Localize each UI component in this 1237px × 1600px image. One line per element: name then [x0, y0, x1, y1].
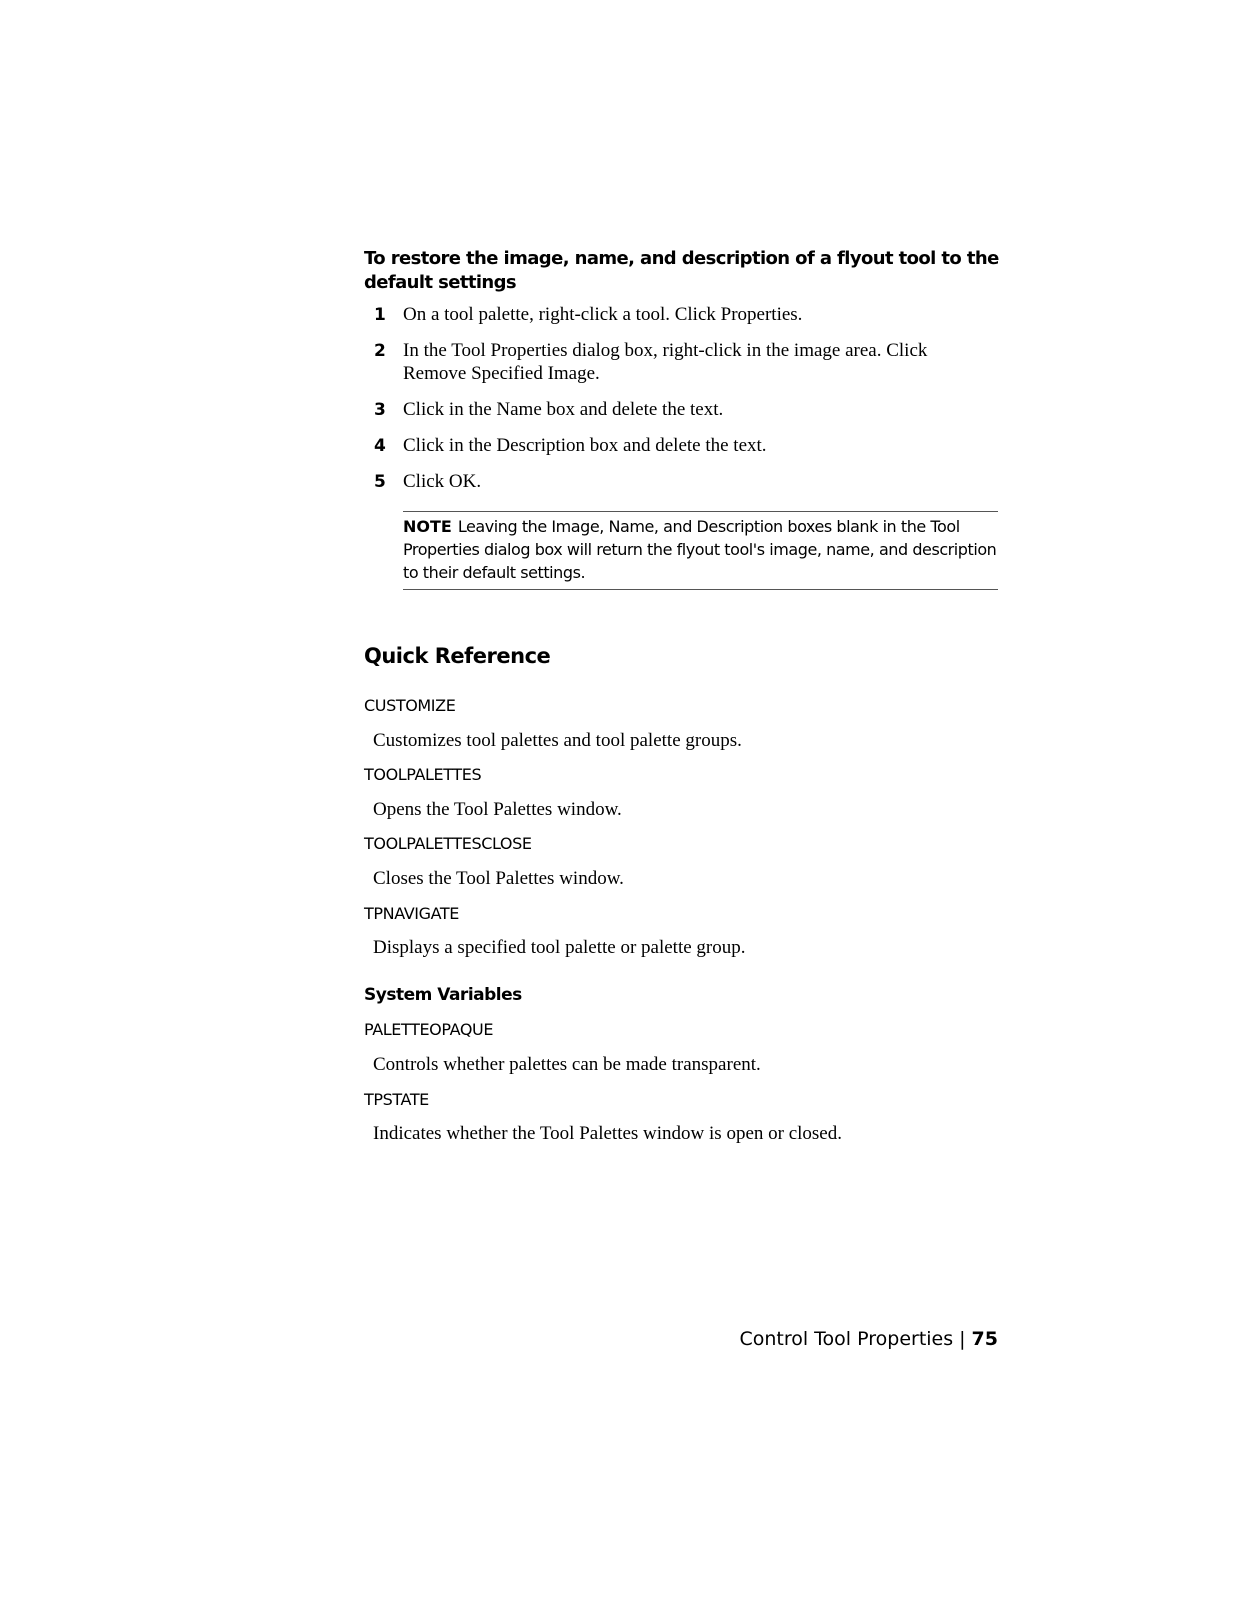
step-text: On a tool palette, right-click a tool. Click Properties. [403, 304, 803, 325]
page-footer [739, 1326, 998, 1352]
step-number: 3 [374, 400, 386, 420]
note-text: Leaving the Image, Name, and Description boxes blank in the Tool Properties dialog box will return the flyout tool's image, name, and description to their default settings. [403, 517, 997, 582]
page-number: 75 [971, 1328, 998, 1350]
step-number: 2 [374, 341, 386, 361]
note-block [403, 515, 1003, 584]
step-number: 4 [374, 436, 386, 456]
system-variables-heading: System Variables [364, 985, 522, 1005]
footer-section-title: Control Tool Properties [739, 1328, 954, 1350]
footer-separator: | [959, 1328, 966, 1350]
command-description: Customizes tool palettes and tool palette groups. [373, 730, 742, 751]
quick-reference-heading: Quick Reference [364, 644, 551, 668]
system-variable-description: Indicates whether the Tool Palettes window is open or closed. [373, 1123, 842, 1144]
command-description: Closes the Tool Palettes window. [373, 868, 624, 889]
command-description: Displays a specified tool palette or palette group. [373, 937, 746, 958]
note-label: NOTE [403, 517, 452, 536]
step-number: 1 [374, 305, 386, 325]
procedure-title: To restore the image, name, and description of a flyout tool to the default settings [364, 248, 999, 293]
note-bottom-rule [403, 589, 998, 590]
step-text: Click in the Name box and delete the text. [403, 399, 724, 420]
command-description: Opens the Tool Palettes window. [373, 799, 622, 820]
system-variable-name: PALETTEOPAQUE [364, 1020, 494, 1039]
command-name: TOOLPALETTESCLOSE [364, 834, 532, 853]
note-top-rule [403, 511, 998, 512]
step-text: Click in the Description box and delete the text. [403, 435, 767, 456]
step-number: 5 [374, 472, 386, 492]
command-name: TPNAVIGATE [364, 904, 459, 923]
step-text: In the Tool Properties dialog box, right-click in the image area. Click Remove Specified Image. [403, 340, 928, 384]
command-name: TOOLPALETTES [364, 765, 482, 784]
system-variable-description: Controls whether palettes can be made transparent. [373, 1054, 761, 1075]
step-text: Click OK. [403, 471, 482, 492]
command-name: CUSTOMIZE [364, 696, 456, 715]
system-variable-name: TPSTATE [364, 1090, 429, 1109]
